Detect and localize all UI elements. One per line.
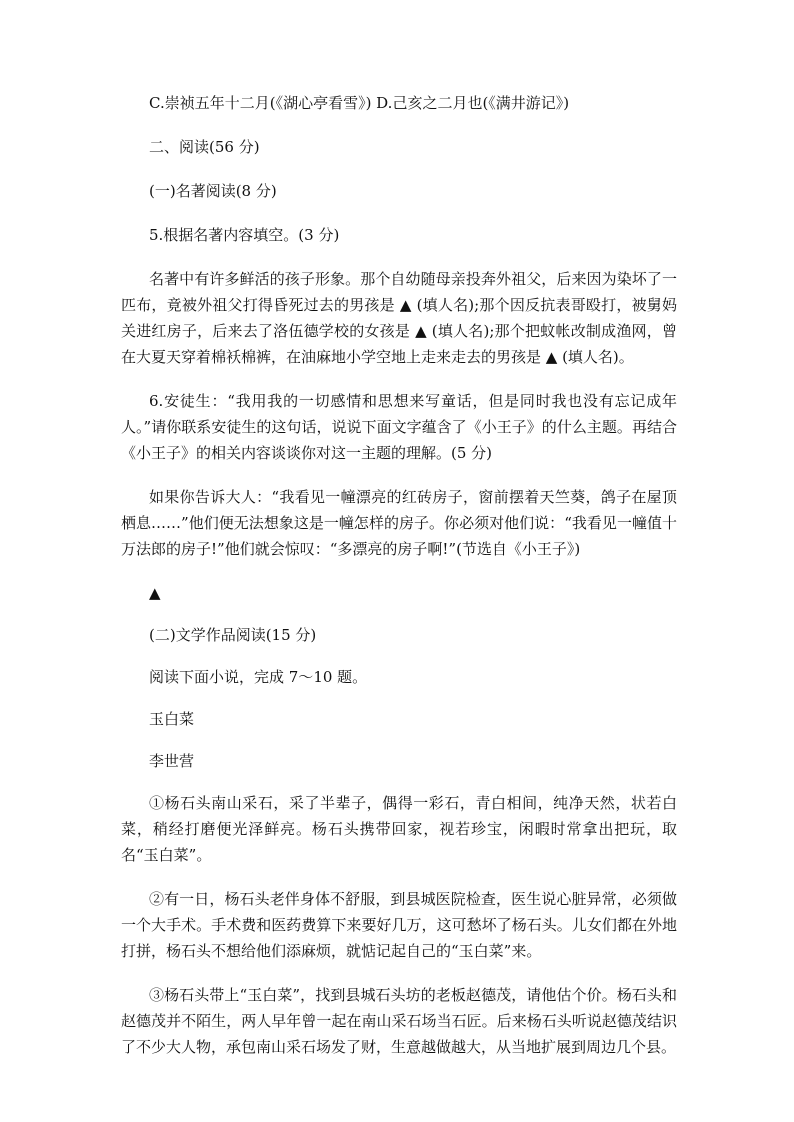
story-paragraph-1: ①杨石头南山采石，采了半辈子，偶得一彩石，青白相间，纯净天然，状若白菜，稍经打磨便光泽鲜亮。杨石头携带回家，视若珍宝，闲暇时常拿出把玩，取名“玉白菜”。 — [121, 794, 677, 864]
question-options-cd: C.崇祯五年十二月(《湖心亭看雪》) D.己亥之二月也(《满井游记》) — [149, 94, 570, 112]
question-5-paragraph: 名著中有许多鲜活的孩子形象。那个自幼随母亲投奔外祖父，后来因为染坏了一匹布，竟被外祖父打得昏死过去的男孩是 ▲ (填人名);那个因反抗表哥殴打，被舅妈关进红房子，后来去了洛伍德学校的女孩是 ▲ (填人名);那个把蚊帐改制成渔网，曾在大夏天穿着棉袄棉裤，在油麻地小学空地上走来走去的男孩是 ▲ (填人名)。 — [121, 270, 677, 366]
question-6-paragraph: 6.安徒生：“我用我的一切感情和思想来写童话，但是同时我也没有忘记成年人。”请你联系安徒生的这句话，说说下面文字蕴含了《小王子》的什么主题。再结合《小王子》的相关内容谈谈你对这一主题的理解。(5 分) — [121, 392, 677, 462]
story-paragraph-3: ③杨石头带上“玉白菜”，找到县城石头坊的老板赵德茂，请他估个价。杨石头和赵德茂并不陌生，两人早年曾一起在南山采石场当石匠。后来杨石头听说赵德茂结识了不少大人物，承包南山采石场发了财，生意越做越大，从当地扩展到周边几个县。 — [121, 986, 677, 1056]
subsection-heading-classics: (一)名著阅读(8 分) — [149, 182, 277, 200]
answer-triangle-mark: ▲ — [149, 584, 161, 602]
quote-paragraph: 如果你告诉大人：“我看见一幢漂亮的红砖房子，窗前摆着天竺葵，鸽子在屋顶栖息……”他们便无法想象这是一幢怎样的房子。你必须对他们说：“我看见一幢值十万法郎的房子!”他们就会惊叹：“多漂亮的房子啊!”(节选自《小王子》) — [121, 488, 677, 558]
reading-instruction: 阅读下面小说，完成 7～10 题。 — [149, 668, 368, 686]
story-author: 李世营 — [149, 752, 195, 770]
section-heading-reading: 二、阅读(56 分) — [149, 138, 260, 156]
story-title: 玉白菜 — [149, 710, 195, 728]
subsection-heading-literature: (二)文学作品阅读(15 分) — [149, 626, 317, 644]
story-paragraph-2: ②有一日，杨石头老伴身体不舒服，到县城医院检查，医生说心脏异常，必须做一个大手术。手术费和医药费算下来要好几万，这可愁坏了杨石头。儿女们都在外地打拼，杨石头不想给他们添麻烦，就惦记起自己的“玉白菜”来。 — [121, 890, 677, 960]
document-body — [121, 90, 677, 1060]
question-5-prompt: 5.根据名著内容填空。(3 分) — [149, 226, 340, 244]
